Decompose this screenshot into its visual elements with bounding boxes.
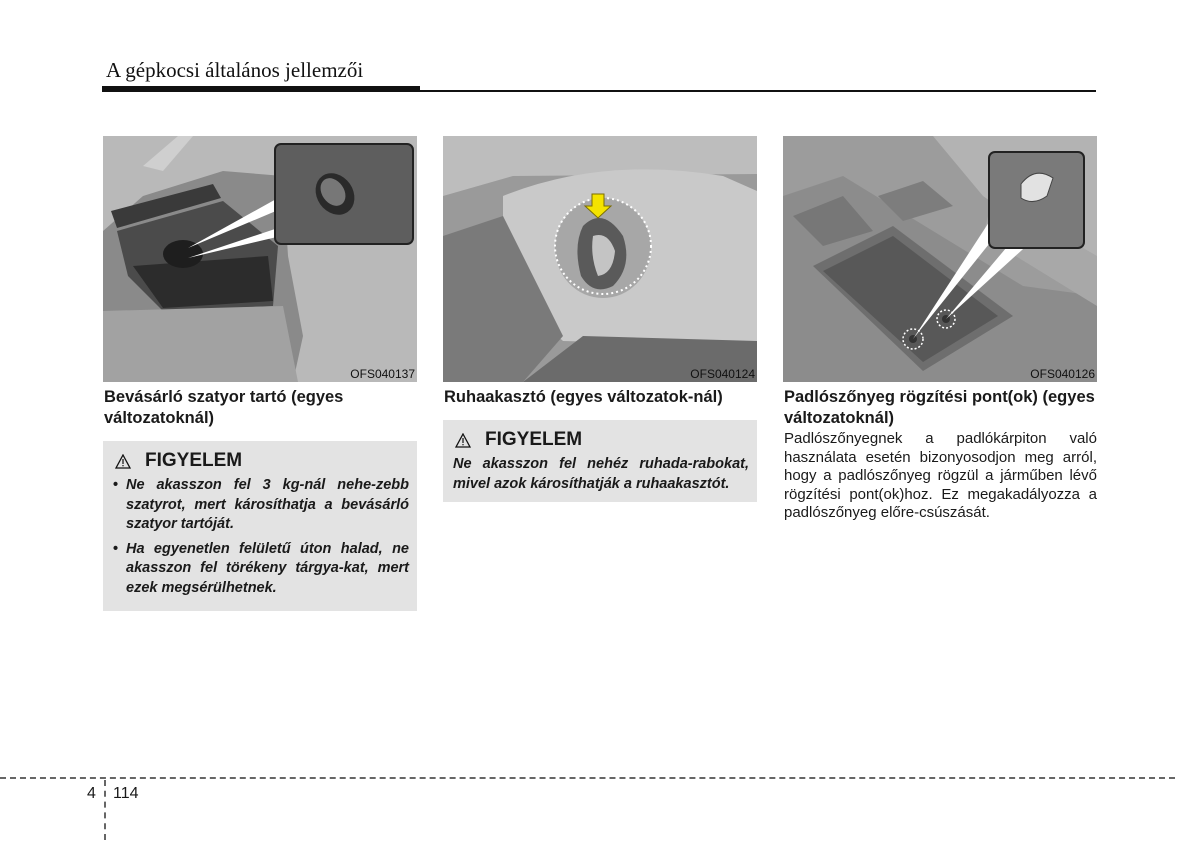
footer-divider xyxy=(104,780,106,840)
section-body: Padlószőnyegnek a padlókárpiton való használata esetén bizonyosodjon meg arról, hogy a padlószőnyeg rögzül a járműben lévő rögzítési pont(ok)hoz. Ez megakadályozza a padlószőnyeg előre-csúszását. xyxy=(784,430,1097,521)
section-shopping-bag-holder xyxy=(103,136,417,611)
warning-triangle-icon xyxy=(115,454,131,469)
warning-header xyxy=(115,450,409,472)
section-heading: Bevásárló szatyor tartó (egyes változatoknál) xyxy=(104,388,344,427)
warning-box xyxy=(103,441,417,611)
figure-code: OFS040126 xyxy=(1030,367,1095,381)
trunk-illustration xyxy=(103,136,417,382)
footer-rule xyxy=(0,777,1175,779)
warning-item: • Ne akasszon fel 3 kg-nál nehe-zebb szatyrot, mert károsíthatja a bevásárló szatyor tartóját. xyxy=(113,476,409,535)
floor-mat-illustration xyxy=(783,136,1097,382)
page-header-title: A gépkocsi általános jellemzői xyxy=(106,58,364,82)
warning-box xyxy=(443,420,757,502)
page-number: 114 xyxy=(113,785,139,802)
warning-text: Ne akasszon fel nehéz ruhada-rabokat, mivel azok károsíthatják a ruhaakasztót. xyxy=(453,456,749,492)
figure-shopping-bag-holder xyxy=(103,136,417,382)
figure-code: OFS040124 xyxy=(690,367,755,381)
warning-header xyxy=(455,429,749,451)
warning-title: FIGYELEM xyxy=(145,450,243,471)
warning-item: • Ha egyenetlen felületű úton halad, ne akasszon fel törékeny tárgya-kat, mert ezek megsérülhetnek. xyxy=(113,540,409,599)
section-heading: Ruhaakasztó (egyes változatok-nál) xyxy=(444,388,723,406)
section-heading: Padlószőnyeg rögzítési pont(ok) (egyes változatoknál) xyxy=(784,388,1095,427)
warning-triangle-icon xyxy=(455,433,471,448)
section-coat-hook xyxy=(443,136,757,502)
header-rule-thin xyxy=(420,90,1096,92)
chapter-number: 4 xyxy=(87,785,96,802)
header-rule-thick xyxy=(102,86,420,92)
figure-coat-hook xyxy=(443,136,757,382)
figure-floor-mat-anchor xyxy=(783,136,1097,382)
figure-code: OFS040137 xyxy=(350,367,415,381)
section-floor-mat-anchor xyxy=(783,136,1097,523)
coat-hook-illustration xyxy=(443,136,757,382)
warning-list xyxy=(113,476,409,598)
warning-title: FIGYELEM xyxy=(485,429,583,450)
